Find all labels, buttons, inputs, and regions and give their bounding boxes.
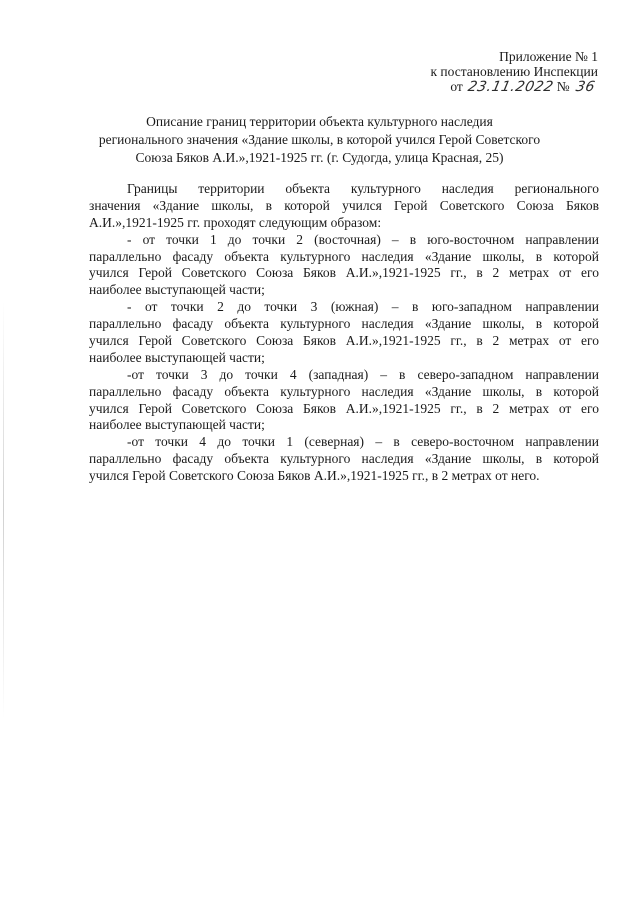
body-line: - от точки 1 до точки 2 (восточная) – в юго-восточном направлении bbox=[127, 231, 599, 247]
handwritten-number: 36 bbox=[574, 79, 597, 95]
appendix-reference: к постановлению Инспекции bbox=[430, 64, 598, 79]
body-line: Границы территории объекта культурного наследия регионального bbox=[127, 181, 599, 196]
body-line: учился Герой Советского Союза Бяков А.И.»,1921-1925 гг., в 2 метрах от него. bbox=[89, 468, 540, 484]
handwritten-date: 23.11.2022 bbox=[466, 79, 556, 95]
body-line: учился Герой Советского Союза Бяков А.И.»,1921-1925 гг., в 2 метрах от его bbox=[89, 265, 599, 281]
appendix-date-number-line bbox=[430, 79, 598, 95]
body-line: учился Герой Советского Союза Бяков А.И.»,1921-1925 гг., в 2 метрах от его bbox=[89, 400, 599, 416]
scan-edge-shadow bbox=[3, 300, 4, 720]
appendix-number-label: № bbox=[556, 79, 570, 94]
title-line: регионального значения «Здание школы, в которой учился Герой Советского bbox=[98, 132, 541, 147]
body-line: - от точки 2 до точки 3 (южная) – в юго-западном направлении bbox=[127, 299, 599, 315]
document-title bbox=[40, 113, 599, 167]
body-line: наиболее выступающей части; bbox=[89, 282, 265, 298]
body-line: А.И.»,1921-1925 гг. проходят следующим образом: bbox=[89, 214, 382, 230]
body-line: учился Герой Советского Союза Бяков А.И.»,1921-1925 гг., в 2 метрах от его bbox=[89, 333, 599, 349]
title-line: Описание границ территории объекта культурного наследия bbox=[146, 114, 493, 129]
appendix-title: Приложение № 1 bbox=[499, 49, 598, 64]
body-line: значения «Здание школы, в которой учился Герой Советского Союза Бяков bbox=[89, 197, 599, 213]
body-line: параллельно фасаду объекта культурного наследия «Здание школы, в которой bbox=[89, 383, 599, 399]
body-line: параллельно фасаду объекта культурного наследия «Здание школы, в которой bbox=[89, 451, 599, 467]
appendix-header bbox=[430, 49, 598, 95]
body-line: наиболее выступающей части; bbox=[89, 417, 265, 433]
body-line: наиболее выступающей части; bbox=[89, 349, 265, 365]
body-line: -от точки 4 до точки 1 (северная) – в северо-восточном направлении bbox=[127, 434, 599, 450]
document-body bbox=[89, 181, 599, 485]
title-line: Союза Бяков А.И.»,1921-1925 гг. (г. Судогда, улица Красная, 25) bbox=[135, 150, 504, 165]
body-line: -от точки 3 до точки 4 (западная) – в северо-западном направлении bbox=[127, 366, 599, 382]
body-line: параллельно фасаду объекта культурного наследия «Здание школы, в которой bbox=[89, 316, 599, 332]
appendix-from-label: от bbox=[450, 79, 463, 94]
body-line: параллельно фасаду объекта культурного наследия «Здание школы, в которой bbox=[89, 248, 599, 264]
